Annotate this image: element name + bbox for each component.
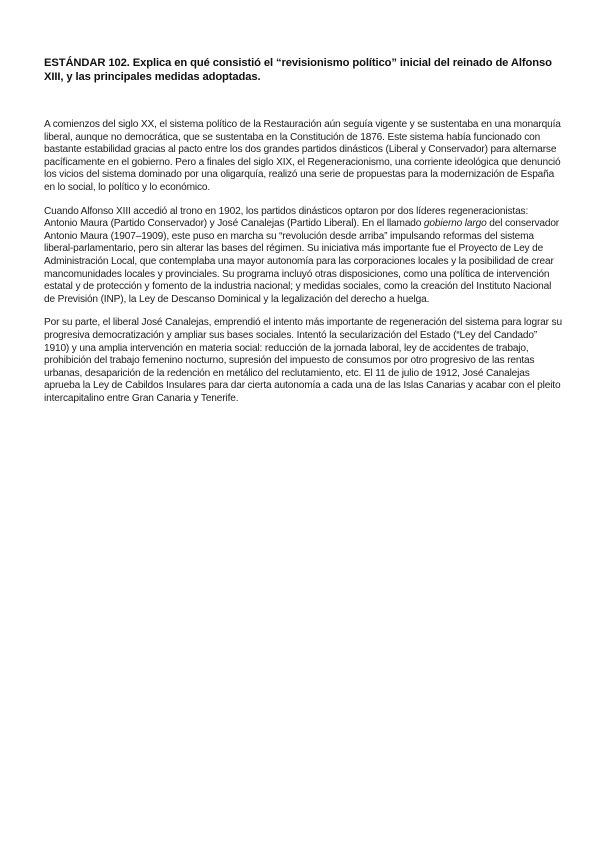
paragraph-maura-text-after: del conservador Antonio Maura (1907–1909), este puso en marcha su “revolución desde arriba” impulsando reformas del sistema liberal-parlamentario, pero sin alterar las bases del régimen. Su iniciativa más importante fue el Proyecto de Ley de Administración Local, que contemplaba una mayor autonomía para las corporaciones locales y la posibilidad de crear mancomunidades locales y provinciales. Su programa incluyó otras disposiciones, como una política de intervención estatal y de protección y fomento de la industria nacional; y medidas sociales, como la creación del Instituto Nacional de Previsión (INP), la Ley de Descanso Dominical y la legalización del derecho a huelga. (44, 218, 560, 305)
paragraph-maura-emphasis: gobierno largo (423, 218, 487, 230)
paragraph-canalejas: Por su parte, el liberal José Canalejas, emprendió el intento más importante de regeneración del sistema para lograr su progresiva democratización y ampliar sus bases sociales. Intentó la secularización del Estado (“Ley del Candado” 1910) y una amplia intervención en materia social: reducción de la jornada laboral, ley de accidentes de trabajo, prohibición del trabajo femenino nocturno, supresión del impuesto de consumos por otro progresivo de las rentas urbanas, desaparición de la redención en metálico del reclutamiento, etc. El 11 de julio de 1912, José Canalejas aprueba la Ley de Cabildos Insulares para dar cierta autonomía a cada una de las Islas Canarias y acabar con el pleito intercapitalino entre Gran Canaria y Tenerife. (44, 317, 562, 404)
paragraph-intro: A comienzos del siglo XX, el sistema político de la Restauración aún seguía vigente y se sustentaba en una monarquía liberal, aunque no democrática, que se sustentaba en la Constitución de 1876. Este sistema había funcionado con bastante estabilidad gracias al pacto entre los dos grandes partidos dinásticos (Liberal y Conservador) para alternarse pacíficamente en el gobierno. Pero a finales del siglo XIX, el Regeneracionismo, una corriente ideológica que denunció los vicios del sistema dominado por una oligarquía, realizó una serie de propuestas para la modernización de España en lo social, lo político y lo económico. (44, 119, 561, 193)
document-title: ESTÁNDAR 102. Explica en qué consistió el “revisionismo político” inicial del reinado de Alfonso XIII, y las principales medidas adoptadas. (44, 57, 552, 83)
document-body (44, 119, 562, 416)
paragraph-maura-text-before: Cuando Alfonso XIII accedió al trono en 1902, los partidos dinásticos optaron por dos líderes regeneracionistas: Antonio Maura (Partido Conservador) y José Canalejas (Partido Liberal). En el llamado (44, 205, 529, 230)
paragraph-maura (44, 206, 562, 307)
